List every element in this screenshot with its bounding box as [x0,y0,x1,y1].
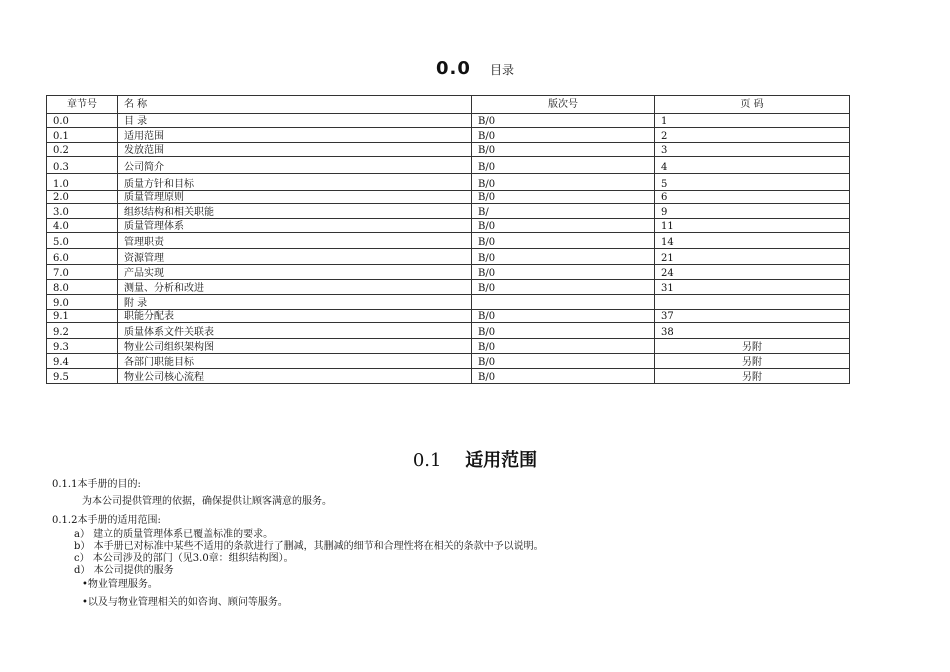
toc-cell-page: 6 [655,191,850,204]
table-row [47,310,850,323]
table-row [47,204,850,219]
toc-cell-version: B/0 [472,339,655,354]
section-heading: 适用范围 [465,450,538,471]
toc-cell-page [655,295,850,310]
toc-cell-version: B/0 [472,174,655,191]
toc-body [47,114,850,384]
table-row [47,280,850,295]
table-row [47,249,850,265]
toc-cell-version: B/0 [472,128,655,143]
toc-cell-chapter: 9.0 [47,295,118,310]
toc-table [46,95,850,384]
toc-cell-chapter: 5.0 [47,233,118,249]
toc-cell-name: 目 录 [118,114,472,128]
toc-cell-name: 适用范围 [118,128,472,143]
toc-cell-chapter: 3.0 [47,204,118,219]
table-row [47,339,850,354]
toc-cell-name: 质量体系文件关联表 [118,323,472,339]
table-row [47,354,850,369]
scope-item-d: d） 本公司提供的服务 [74,565,174,576]
header-chapter: 章节号 [47,96,118,114]
toc-cell-version: B/0 [472,280,655,295]
scope-heading: 0.1.2本手册的适用范围: [52,515,161,526]
table-row [47,157,850,174]
toc-cell-page: 5 [655,174,850,191]
table-row [47,295,850,310]
toc-cell-chapter: 9.2 [47,323,118,339]
toc-cell-chapter: 9.5 [47,369,118,384]
toc-cell-page: 14 [655,233,850,249]
service-bullet-2: •以及与物业管理相关的如咨询、顾问等服务。 [82,597,288,608]
toc-cell-page: 另附 [655,369,850,384]
toc-cell-chapter: 8.0 [47,280,118,295]
toc-cell-name: 公司简介 [118,157,472,174]
toc-cell-page: 9 [655,204,850,219]
toc-cell-version: B/0 [472,114,655,128]
toc-cell-name: 资源管理 [118,249,472,265]
toc-cell-version: B/0 [472,143,655,157]
table-row [47,219,850,233]
toc-cell-name: 质量方针和目标 [118,174,472,191]
toc-cell-version: B/0 [472,369,655,384]
toc-cell-name: 质量管理原则 [118,191,472,204]
toc-cell-version: B/0 [472,249,655,265]
section-number: 0.1 [412,450,442,471]
toc-cell-chapter: 9.1 [47,310,118,323]
toc-cell-page: 2 [655,128,850,143]
toc-cell-page: 11 [655,219,850,233]
toc-cell-page: 37 [655,310,850,323]
toc-cell-name: 组织结构和相关职能 [118,204,472,219]
toc-cell-version: B/0 [472,157,655,174]
toc-cell-name: 职能分配表 [118,310,472,323]
table-row [47,128,850,143]
toc-cell-chapter: 0.1 [47,128,118,143]
toc-cell-name: 物业公司组织架构图 [118,339,472,354]
toc-cell-version: B/0 [472,265,655,280]
toc-cell-version: B/0 [472,191,655,204]
toc-cell-name: 发放范围 [118,143,472,157]
toc-cell-chapter: 4.0 [47,219,118,233]
toc-cell-chapter: 0.2 [47,143,118,157]
toc-cell-version: B/0 [472,310,655,323]
table-row [47,191,850,204]
scope-item-c: c） 本公司涉及的部门（见3.0章：组织结构图）。 [74,553,294,564]
toc-cell-chapter: 1.0 [47,174,118,191]
toc-cell-page: 38 [655,323,850,339]
table-row [47,174,850,191]
toc-header-row [47,96,850,114]
section-title [0,446,950,472]
table-row [47,323,850,339]
toc-cell-version: B/0 [472,323,655,339]
toc-cell-version: B/ [472,204,655,219]
toc-cell-name: 各部门职能目标 [118,354,472,369]
toc-cell-name: 测量、分析和改进 [118,280,472,295]
toc-cell-chapter: 2.0 [47,191,118,204]
purpose-body: 为本公司提供管理的依据，确保提供让顾客满意的服务。 [82,496,332,507]
toc-cell-name: 附 录 [118,295,472,310]
toc-cell-version [472,295,655,310]
toc-cell-name: 物业公司核心流程 [118,369,472,384]
toc-cell-page: 另附 [655,354,850,369]
toc-number: 0.0 [436,58,471,79]
toc-cell-page: 21 [655,249,850,265]
scope-item-b: b） 本手册已对标准中某些不适用的条款进行了删减，其删减的细节和合理性将在相关的条款中予以说明。 [74,541,544,552]
toc-cell-chapter: 7.0 [47,265,118,280]
toc-cell-page: 24 [655,265,850,280]
table-row [47,143,850,157]
toc-cell-page: 1 [655,114,850,128]
toc-cell-chapter: 0.3 [47,157,118,174]
header-page: 页 码 [655,96,850,114]
toc-cell-name: 管理职责 [118,233,472,249]
toc-cell-chapter: 6.0 [47,249,118,265]
toc-cell-chapter: 9.3 [47,339,118,354]
scope-item-a: a） 建立的质量管理体系已覆盖标准的要求。 [74,529,274,540]
toc-cell-version: B/0 [472,219,655,233]
toc-cell-version: B/0 [472,233,655,249]
purpose-heading: 0.1.1本手册的目的: [52,479,141,490]
table-row [47,265,850,280]
toc-cell-page: 另附 [655,339,850,354]
toc-title [0,58,950,79]
header-name: 名 称 [118,96,472,114]
toc-cell-chapter: 0.0 [47,114,118,128]
toc-cell-version: B/0 [472,354,655,369]
toc-cell-name: 产品实现 [118,265,472,280]
table-row [47,114,850,128]
toc-cell-name: 质量管理体系 [118,219,472,233]
service-bullet-1: •物业管理服务。 [82,579,158,590]
toc-cell-page: 4 [655,157,850,174]
toc-heading: 目录 [489,63,514,77]
toc-cell-chapter: 9.4 [47,354,118,369]
table-row [47,233,850,249]
toc-cell-page: 31 [655,280,850,295]
header-version: 版次号 [472,96,655,114]
toc-cell-page: 3 [655,143,850,157]
table-row [47,369,850,384]
